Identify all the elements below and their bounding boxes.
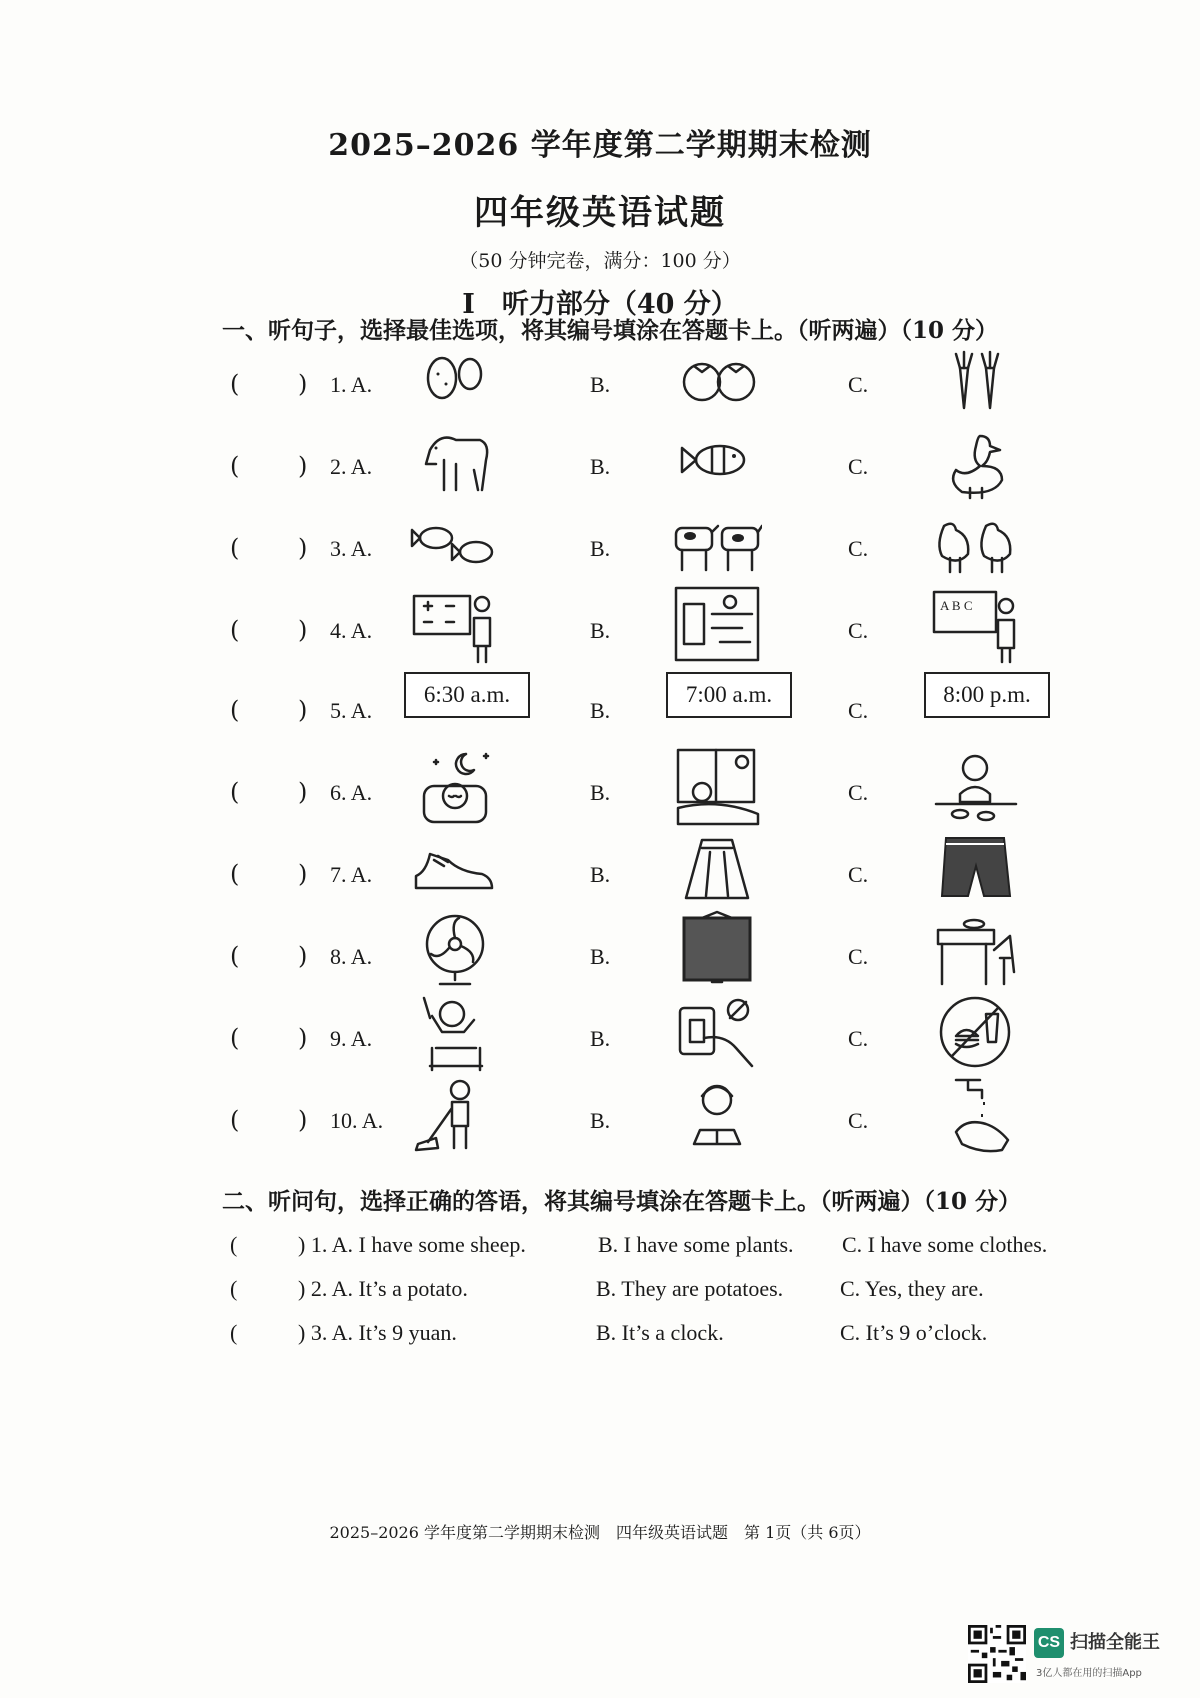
answer-paren-close: ): [298, 1106, 308, 1134]
answer-paren-close: ): [298, 942, 308, 970]
sweeping-boy-icon: [410, 1074, 500, 1154]
question-row: [0, 452, 1200, 542]
eating-child-icon: [930, 746, 1020, 826]
tomatoes-icon: [672, 338, 762, 418]
two-fish-icon: [410, 502, 500, 582]
answer-paren-open: (: [230, 1024, 240, 1052]
option-b: B. I have some plants.: [598, 1232, 794, 1257]
question-number: 7. A.: [330, 862, 373, 887]
question-row: [0, 942, 1200, 1032]
time-option-a: 6:30 a.m.: [404, 672, 530, 718]
english-teacher-icon: [930, 584, 1020, 664]
option-c: C. It’s 9 o’clock.: [840, 1320, 988, 1345]
option-b-label: B.: [590, 1026, 611, 1051]
question-row: [0, 778, 1200, 868]
section1-heading: 一、听句子，选择最佳选项，将其编号填涂在答题卡上。（听两遍）（10 分）: [222, 317, 999, 344]
option-c-label: C.: [848, 536, 869, 561]
option-b: B. They are potatoes.: [596, 1276, 784, 1301]
camscanner-tagline: 3亿人都在用的扫描App: [1036, 1668, 1142, 1679]
answer-paren-close: ): [298, 696, 308, 724]
desk-chair-icon: [930, 910, 1020, 990]
answer-paren-close: ): [298, 860, 308, 888]
question-number: 6. A.: [330, 780, 373, 805]
answer-paren-open: (: [230, 942, 240, 970]
answer-paren-open: (: [230, 370, 240, 398]
answer-paren-close: ): [298, 452, 308, 480]
question-row: [0, 682, 1200, 786]
potatoes-icon: [410, 338, 500, 418]
question-number: 2. A.: [330, 454, 373, 479]
option-b-label: B.: [590, 862, 611, 887]
blackboard-icon: [672, 910, 762, 990]
answer-paren-open: (: [230, 1106, 240, 1134]
camscanner-logo: CS: [1034, 1628, 1064, 1658]
question-number: 10. A.: [330, 1108, 384, 1133]
question-row: [0, 1024, 1200, 1114]
option-b-label: B.: [590, 698, 611, 723]
question-number: 4. A.: [330, 618, 373, 643]
option-c-label: C.: [848, 1026, 869, 1051]
question-number: 3. A.: [330, 536, 373, 561]
answer-paren: (: [230, 1232, 238, 1257]
option-b-label: B.: [590, 618, 611, 643]
answer-paren-close: ): [298, 370, 308, 398]
part-heading: I 听力部分（40 分）: [462, 289, 738, 320]
two-hens-icon: [930, 502, 1020, 582]
answer-paren-open: (: [230, 616, 240, 644]
waking-up-icon: [672, 746, 762, 826]
washing-hands-icon: [930, 1074, 1020, 1154]
option-c-label: C.: [848, 1108, 869, 1133]
option-c-label: C.: [848, 618, 869, 643]
option-b-label: B.: [590, 944, 611, 969]
question-row: [0, 860, 1200, 950]
exam-note: （50 分钟完卷，满分：100 分）: [459, 250, 741, 272]
option-b-label: B.: [590, 1108, 611, 1133]
answer-paren-open: (: [230, 696, 240, 724]
option-b-label: B.: [590, 536, 611, 561]
question-number: 9. A.: [330, 1026, 373, 1051]
carrots-icon: [930, 338, 1020, 418]
time-option-c: 8:00 p.m.: [924, 672, 1050, 718]
question-number: 1. A.: [330, 372, 373, 397]
no-food-icon: [930, 992, 1020, 1072]
question-number: 5. A.: [330, 698, 373, 723]
option-b-label: B.: [590, 454, 611, 479]
option-c: C. I have some clothes.: [842, 1232, 1048, 1257]
answer-paren-open: (: [230, 860, 240, 888]
answer-paren-close: ): [298, 778, 308, 806]
answer-paren-open: (: [230, 534, 240, 562]
fish-icon: [672, 420, 762, 500]
answer-paren-close: ): [298, 1024, 308, 1052]
option-b-label: B.: [590, 780, 611, 805]
question-row: [0, 534, 1200, 624]
question-row: [0, 370, 1200, 460]
option-a: ) 3. A. It’s 9 yuan.: [298, 1320, 457, 1345]
two-cows-icon: [672, 502, 762, 582]
svg-text:A B C: A B C: [940, 598, 973, 613]
sneakers-icon: [410, 828, 500, 908]
section2-heading: 二、听问句，选择正确的答语，将其编号填涂在答题卡上。（听两遍）（10 分）: [222, 1188, 1022, 1215]
time-option-b: 7:00 a.m.: [666, 672, 792, 718]
art-room-icon: [672, 584, 762, 664]
fan-icon: [410, 910, 500, 990]
option-c-label: C.: [848, 454, 869, 479]
option-c: C. Yes, they are.: [840, 1276, 984, 1301]
option-b-label: B.: [590, 372, 611, 397]
answer-paren-open: (: [230, 778, 240, 806]
horse-icon: [410, 420, 500, 500]
qr-code-icon: [968, 1625, 1026, 1683]
answer-paren: (: [230, 1320, 238, 1345]
option-c-label: C.: [848, 780, 869, 805]
answer-paren-close: ): [298, 616, 308, 644]
option-c-label: C.: [848, 862, 869, 887]
camscanner-name: 扫描全能王: [1070, 1632, 1160, 1653]
exam-subtitle: 四年级英语试题: [474, 193, 726, 233]
answer-paren-open: (: [230, 452, 240, 480]
reading-girl-icon: [672, 1074, 762, 1154]
option-c-label: C.: [848, 698, 869, 723]
raise-hand-icon: [410, 992, 500, 1072]
skirt-icon: [672, 828, 762, 908]
duck-icon: [930, 420, 1020, 500]
sleeping-child-icon: [410, 746, 500, 826]
light-switch-icon: [672, 992, 762, 1072]
option-c-label: C.: [848, 944, 869, 969]
option-c-label: C.: [848, 372, 869, 397]
page-footer: 2025–2026 学年度第二学期期末检测 四年级英语试题 第 1页（共 6页）: [329, 1523, 871, 1542]
question-number: 8. A.: [330, 944, 373, 969]
shorts-icon: [930, 828, 1020, 908]
math-teacher-icon: [410, 584, 500, 664]
option-b: B. It’s a clock.: [596, 1320, 724, 1345]
option-a: ) 1. A. I have some sheep.: [298, 1232, 526, 1257]
answer-paren: (: [230, 1276, 238, 1301]
option-a: ) 2. A. It’s a potato.: [298, 1276, 468, 1301]
answer-paren-close: ): [298, 534, 308, 562]
exam-title: 2025–2026 学年度第二学期期末检测: [328, 128, 872, 163]
